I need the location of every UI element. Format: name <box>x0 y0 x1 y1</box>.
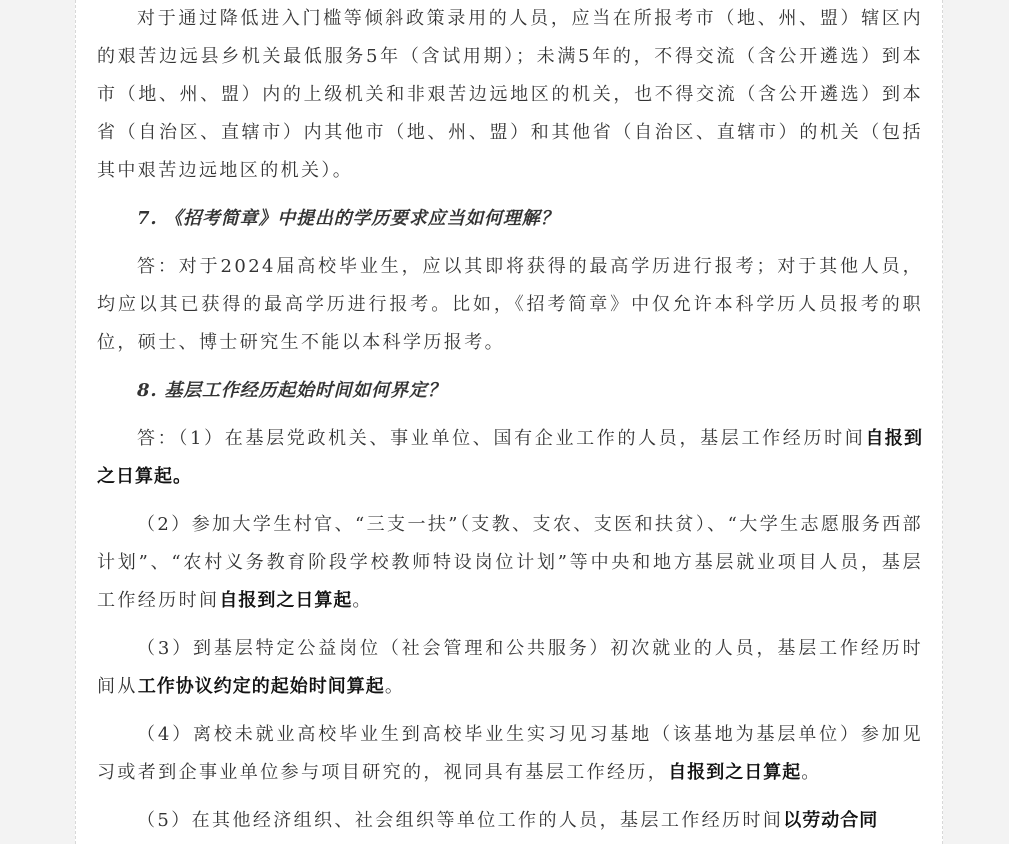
answer-8-item-1-end: 。 <box>173 466 192 487</box>
answer-8-item-2-emphasis: 自报到之日算起 <box>219 590 353 611</box>
answer-8-item-3 <box>97 630 923 706</box>
answer-8-item-3-text: （3）到基层特定公益岗位（社会管理和公共服务）初次就业的人员，基层工作经历时间从 <box>97 638 923 697</box>
answer-8-item-4 <box>97 716 923 792</box>
answer-8-item-5-emphasis: 以劳动合同 <box>783 810 879 831</box>
answer-8-item-3-emphasis: 工作协议约定的起始时间算起 <box>137 676 385 697</box>
answer-8-item-2-end: 。 <box>352 590 373 611</box>
answer-8-item-5-text: （5）在其他经济组织、社会组织等单位工作的人员，基层工作经历时间 <box>137 810 784 831</box>
answer-8-item-5 <box>97 802 923 840</box>
question-7-heading: 7. 《招考简章》中提出的学历要求应当如何理解？ <box>137 208 560 229</box>
answer-8-item-1-emphasis: 自报到之日算起 <box>97 428 924 487</box>
answer-8-item-2-text: （2）参加大学生村官、“三支一扶”（支教、支农、支医和扶贫）、“大学生志愿服务西部计划”、“农村义务教育阶段学校教师特设岗位计划”等中央和地方基层就业项目人员，基层工作经历时间 <box>97 514 923 611</box>
answer-8-item-4-end: 。 <box>801 762 822 783</box>
question-8-heading: 8. 基层工作经历起始时间如何界定？ <box>137 380 447 401</box>
article-body <box>97 0 923 840</box>
answer-8-item-1-text: 答：（1）在基层党政机关、事业单位、国有企业工作的人员，基层工作经历时间 <box>137 428 866 449</box>
document-page <box>75 0 943 844</box>
answer-8-item-1 <box>97 420 923 496</box>
answer-8-item-3-end: 。 <box>384 676 406 697</box>
paragraph-service-requirement: 对于通过降低进入门槛等倾斜政策录用的人员，应当在所报考市（地、州、盟）辖区内的艰苦边远县乡机关最低服务5年（含试用期）；未满5年的，不得交流（含公开遴选）到本市（地、州、盟）内的上级机关和非艰苦边远地区的机关，也不得交流（含公开遴选）到本省（自治区、直辖市）内其他市（地、州、盟）和其他省（自治区、直辖市）的机关（包括其中艰苦边远地区的机关）。 <box>97 8 923 181</box>
answer-7: 答：对于2024届高校毕业生，应以其即将获得的最高学历进行报考；对于其他人员，均应以其已获得的最高学历进行报考。比如，《招考简章》中仅允许本科学历人员报考的职位，硕士、博士研究生不能以本科学历报考。 <box>97 256 923 353</box>
answer-8-item-4-text: （4）离校未就业高校毕业生到高校毕业生实习见习基地（该基地为基层单位）参加见习或者到企事业单位参与项目研究的，视同具有基层工作经历， <box>97 724 923 783</box>
answer-8-item-2 <box>97 506 923 620</box>
answer-8-item-4-emphasis: 自报到之日算起 <box>668 762 802 783</box>
